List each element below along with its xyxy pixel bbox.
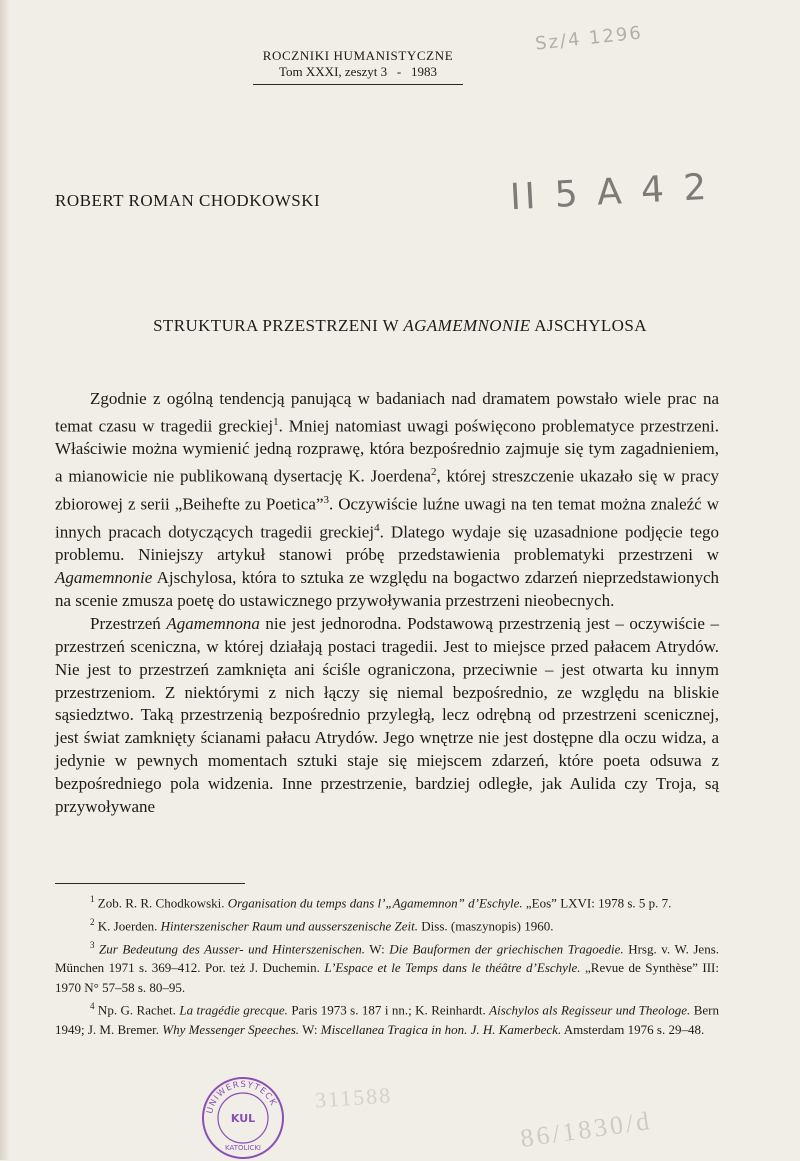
article-title bbox=[70, 316, 730, 336]
footnote-italic: Organisation du temps dans l’„Agamemnon” d’Eschyle. bbox=[227, 895, 523, 911]
footnote-italic: Why Messenger Speeches. bbox=[162, 1022, 300, 1038]
title-part-1: STRUKTURA PRZESTRZENI W bbox=[153, 316, 404, 335]
p1-text-a: Zgodnie z ogólną tendencją panującą w badaniach nad dramatem powstało wiele prac na temat czasu w tragedii greckiej bbox=[55, 389, 719, 436]
journal-issue: Tom XXXI, zeszyt 3 - 1983 bbox=[279, 64, 437, 79]
footnote-italic: Zur Bedeutung des Ausser- und Hinterszenischen. bbox=[99, 940, 365, 956]
footnote-number: 2 bbox=[90, 916, 95, 927]
faint-signature: 86/1830/d bbox=[518, 1105, 654, 1154]
p1-text-b: . Mniej natomiast uwagi poświęcono problematyce przestrzeni. Właściwie można wymienić jedną rozprawę, która bezpośrednio zajmuje się tym zagadnieniem, a mianowicie nie publikowaną dysertację K. Joerdena bbox=[55, 416, 719, 487]
footnote-number: 3 bbox=[90, 939, 95, 950]
title-part-2: AJSCHYLOSA bbox=[530, 316, 647, 335]
footnote-text: Paris 1973 s. 187 i nn.; K. Reinhardt. bbox=[287, 1002, 490, 1018]
header-rule bbox=[253, 84, 463, 85]
journal-header bbox=[253, 48, 463, 85]
p1-text-f: Ajschylosa, która to sztuka ze względu na bogactwo zdarzeń nieprzedstawionych na scenie zmusza poetę do ustawicznego przywoływania przestrzeni nieobecnych. bbox=[55, 567, 719, 610]
footnote-text: Np. G. Rachet. bbox=[94, 1002, 180, 1018]
footnote-text: W: bbox=[364, 940, 390, 956]
footnote-ref-1: 1 bbox=[273, 415, 279, 428]
article-body bbox=[55, 388, 719, 819]
footnote-ref-3: 3 bbox=[323, 493, 330, 506]
p2-italic: Agamemnona bbox=[166, 613, 260, 633]
footnote-text: Bern 1949; J. M. Bremer. bbox=[55, 1002, 719, 1038]
footnote-2 bbox=[55, 913, 719, 936]
stamp-text-center: KUL bbox=[230, 1112, 256, 1125]
pencil-shelf-mark: II 5 A 4 2 bbox=[509, 166, 712, 219]
footnote-3 bbox=[55, 936, 719, 998]
stamp-text-top: UNIWERSYTECK bbox=[205, 1079, 279, 1115]
p1-text-d: . Oczywiście luźne uwagi na ten temat można znaleźć w innych pracach dotyczących tragedii greckiej bbox=[55, 494, 720, 542]
faint-stamp-number: 311588 bbox=[314, 1082, 393, 1113]
footnote-italic: Hinterszenischer Raum und ausserszenische Zeit. bbox=[160, 918, 419, 934]
footnote-text: Hrsg. v. W. Jens. München 1971 s. 369–412. Por. też J. Duchemin. bbox=[55, 940, 719, 976]
journal-name: ROCZNIKI HUMANISTYCZNE bbox=[262, 48, 454, 63]
footnote-ref-4: 4 bbox=[374, 521, 380, 534]
footnotes bbox=[55, 890, 719, 1040]
footnote-italic: Miscellanea Tragica in hon. J. H. Kamerbeck. bbox=[320, 1022, 562, 1038]
library-stamp-icon bbox=[200, 1075, 286, 1161]
p2-text-a: Przestrzeń bbox=[90, 613, 167, 633]
paragraph-1 bbox=[55, 388, 719, 613]
page-edge bbox=[0, 0, 10, 1160]
author-name: ROBERT ROMAN CHODKOWSKI bbox=[55, 191, 321, 210]
footnote-number: 1 bbox=[90, 894, 95, 904]
footnote-ref-2: 2 bbox=[431, 466, 437, 479]
pencil-note-top: Sz/4 1296 bbox=[534, 22, 644, 55]
p2-text-b: nie jest jednorodna. Podstawową przestrzenią jest – oczywiście – przestrzeń sceniczna, w której działają postaci tragedii. Jest to miejsce przed pałacem Atrydów. Nie jest to przestrzeń zamknięta ani ściśle ograniczona, przeciwnie – jest otwarta ku innym przestrzeniom. Z niektórymi z nich łączy się niemal bezpośrednio, ze względu na bliskie sąsiedztwo. Taką przestrzenią bezpośrednio przyległą, lecz odrębną od przestrzeni scenicznej, jest świat zamknięty ścianami pałacu Atrydów. Jego wnętrze nie jest dostępne dla oczu widza, a jedynie w pewnych momentach sztuki staje się miejscem zdarzeń, które poeta odsuwa z bezpośredniego pola widzenia. Inne przestrzenie, bardziej odległe, jak Aulida czy Troja, są przywoływane bbox=[55, 613, 719, 817]
footnote-rule bbox=[55, 883, 245, 884]
footnote-text: „Revue de Synthèse” III: 1970 N° 57–58 s. 80–95. bbox=[55, 960, 719, 995]
footnote-text: Amsterdam 1976 s. 29–48. bbox=[561, 1022, 705, 1038]
footnote-text: K. Joerden. bbox=[94, 918, 161, 934]
stamp-text-side: KATOLICKI bbox=[224, 1144, 262, 1152]
footnote-text: W: bbox=[299, 1022, 321, 1038]
footnote-number: 4 bbox=[90, 1001, 95, 1012]
title-italic: AGAMEMNONIE bbox=[403, 316, 531, 335]
p1-italic: Agamemnonie bbox=[55, 567, 153, 587]
p1-text-e: . Dlatego wydaje się uzasadnione podjęcie tego problemu. Niniejszy artykuł stanowi próbę przedstawienia problematyki przestrzeni w bbox=[55, 522, 719, 565]
paragraph-2 bbox=[55, 613, 719, 819]
footnote-italic: Aischylos als Regisseur und Theologe. bbox=[489, 1002, 691, 1018]
p1-text-c: , której streszczenie ukazało się w pracy zbiorowej z serii „Beihefte zu Poetica” bbox=[55, 467, 719, 514]
footnote-italic: Die Bauformen der griechischen Tragoedie. bbox=[389, 940, 624, 956]
footnote-4 bbox=[55, 997, 719, 1039]
footnote-text: „Eos” LXVI: 1978 s. 5 p. 7. bbox=[522, 895, 672, 911]
footnote-italic: L’Espace et le Temps dans le théâtre d’Eschyle. bbox=[324, 960, 581, 976]
footnote-text: Zob. R. R. Chodkowski. bbox=[94, 895, 228, 911]
footnote-italic: La tragédie grecque. bbox=[179, 1002, 288, 1018]
footnote-text: Diss. (maszynopis) 1960. bbox=[418, 918, 554, 934]
footnote-1 bbox=[55, 890, 719, 913]
